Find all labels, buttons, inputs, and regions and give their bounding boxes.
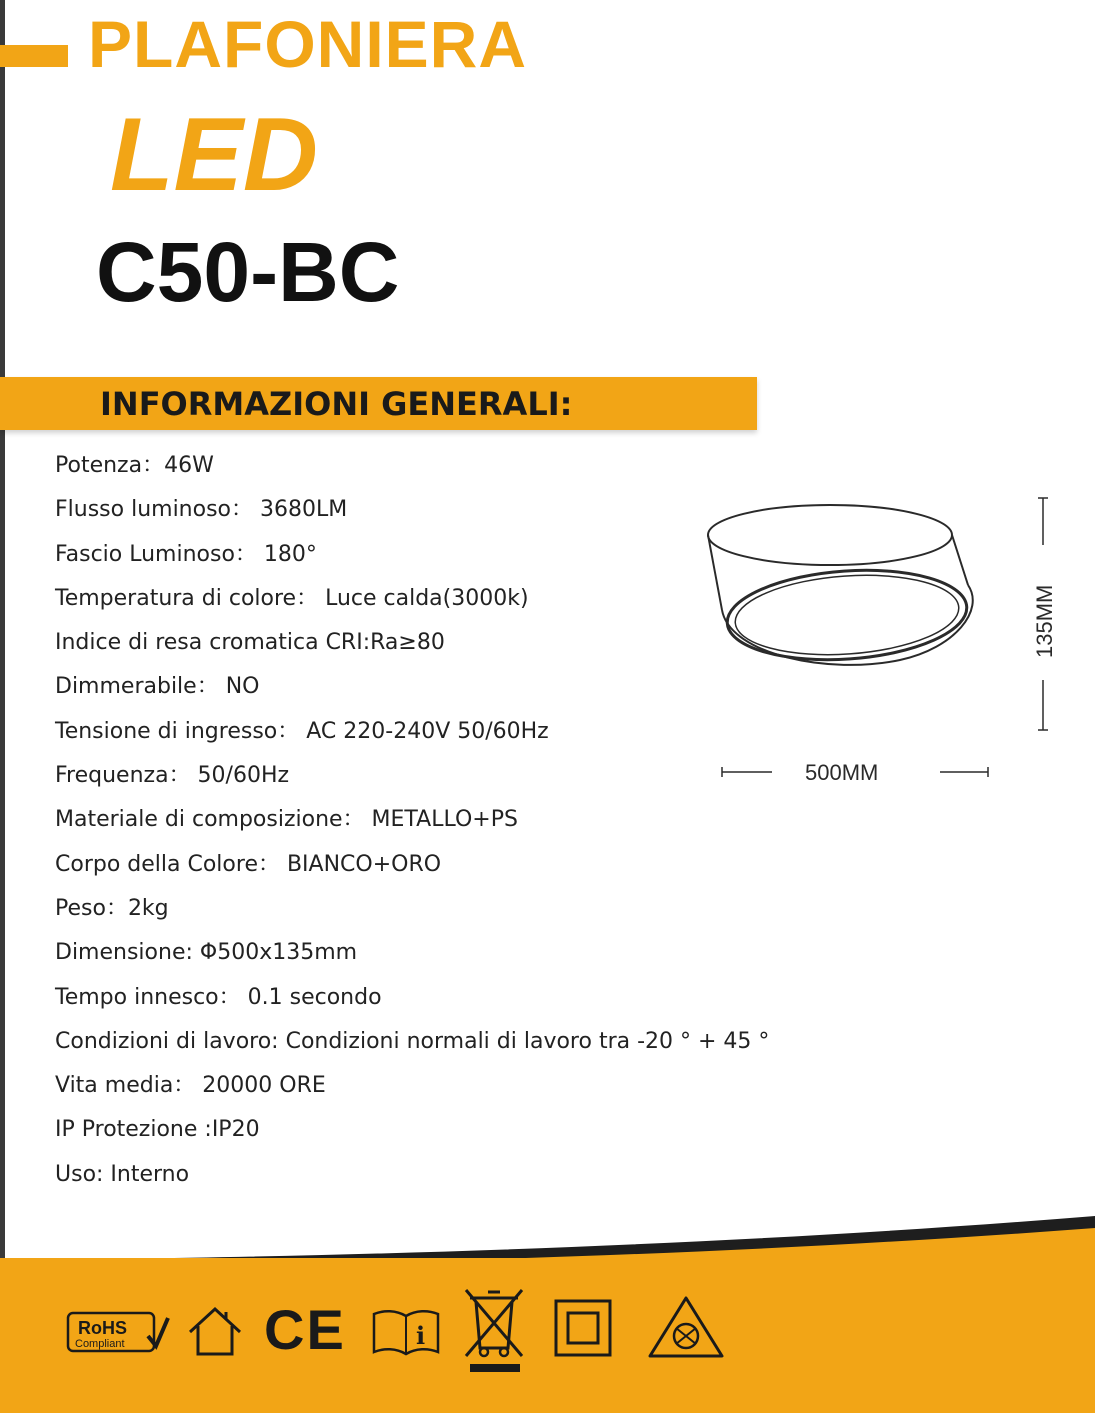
width-dimension <box>722 760 988 785</box>
spec-temperatura-colore: Temperatura di colore： Luce calda(3000k) <box>55 585 529 611</box>
rohs-icon <box>66 1310 170 1356</box>
spec-dimmerabile: Dimmerabile： NO <box>55 674 260 700</box>
spec-flusso-luminoso: Flusso luminoso： 3680LM <box>55 497 348 523</box>
height-label: 135MM <box>1032 584 1057 658</box>
rohs-label: RoHS <box>78 1318 127 1338</box>
no-insulation-cover-icon <box>646 1294 726 1360</box>
footer-band <box>0 1258 1095 1413</box>
spec-potenza: Potenza：46W <box>55 453 214 478</box>
ce-mark-icon: CE <box>264 1298 346 1361</box>
title-led: LED <box>110 97 318 213</box>
spec-dimensione: Dimensione: Φ500x135mm <box>55 940 358 966</box>
width-label: 500MM <box>805 760 879 785</box>
spec-condizioni-lavoro: Condizioni di lavoro: Condizioni normali di lavoro tra -20 ° + 45 ° <box>55 1028 770 1054</box>
spec-materiale: Materiale di composizione： METALLO+PS <box>55 807 518 833</box>
rohs-sub-label: Compliant <box>75 1338 125 1350</box>
info-glyph: i <box>416 1321 426 1350</box>
read-manual-icon <box>370 1306 442 1356</box>
spec-vita-media: Vita media： 20000 ORE <box>55 1073 326 1099</box>
spec-ip-protezione: IP Protezione :IP20 <box>55 1117 260 1143</box>
section-title: INFORMAZIONI GENERALI: <box>100 385 573 423</box>
height-dimension <box>1032 498 1057 730</box>
spec-tensione: Tensione di ingresso： AC 220-240V 50/60Hz <box>55 718 549 744</box>
spec-corpo-colore: Corpo della Colore： BIANCO+ORO <box>55 851 442 877</box>
lamp-body <box>708 505 973 667</box>
spec-fascio-luminoso: Fascio Luminoso： 180° <box>55 541 317 567</box>
spec-cri: Indice di resa cromatica CRI:Ra≥80 <box>55 630 445 656</box>
lamp-drawing <box>700 490 1080 800</box>
accent-dash <box>0 45 68 67</box>
spec-frequenza: Frequenza： 50/60Hz <box>55 763 290 789</box>
spec-list <box>55 446 769 1199</box>
left-edge-line <box>0 0 5 1413</box>
spec-tempo-innesco: Tempo innesco： 0.1 secondo <box>55 984 382 1010</box>
title-plafoniera: PLAFONIERA <box>88 7 527 81</box>
spec-peso: Peso：2kg <box>55 895 169 921</box>
model-code: C50-BC <box>96 225 400 319</box>
spec-uso: Uso: Interno <box>55 1161 190 1187</box>
indoor-house-icon <box>186 1304 244 1358</box>
class-ii-icon <box>553 1298 613 1358</box>
weee-bin-icon <box>462 1288 526 1374</box>
